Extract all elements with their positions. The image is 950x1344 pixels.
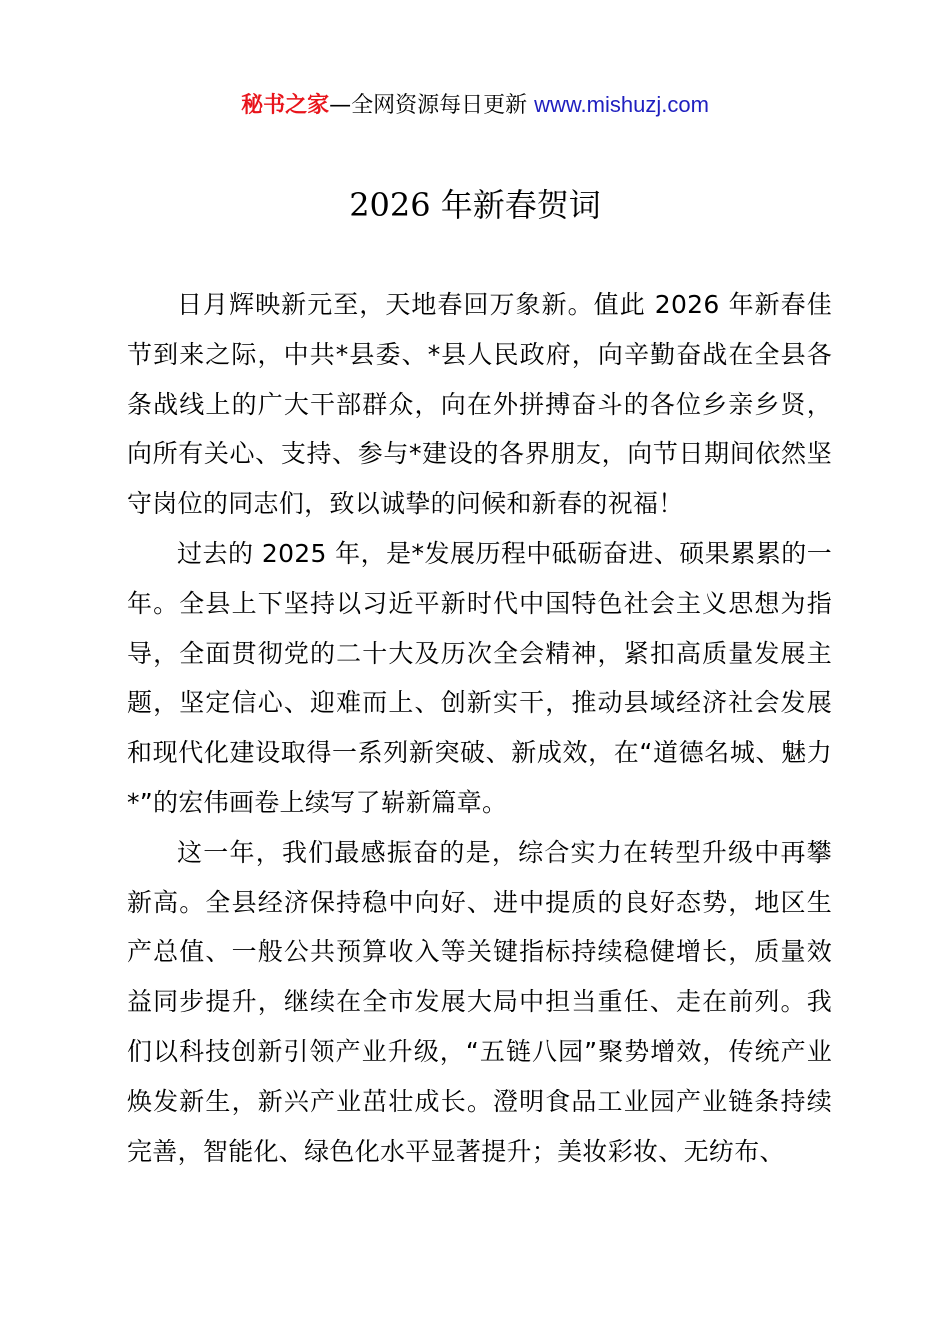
document-body [127,280,832,1176]
site-url-link[interactable]: www.mishuzj.com [534,92,709,117]
site-header [0,88,950,123]
site-brand: 秘书之家 [241,93,330,118]
document-title: 2026 年新春贺词 [349,186,601,224]
paragraph-2: 过去的 2025 年，是*发展历程中砥砺奋进、硕果累累的一年。全县上下坚持以习近平新时代中国特色社会主义思想为指导，全面贯彻党的二十大及历次全会精神，紧扣高质量发展主题，坚定信心、迎难而上、创新实干，推动县域经济社会发展和现代化建设取得一系列新突破、新成效，在“道德名城、魅力*”的宏伟画卷上续写了崭新篇章。 [127,538,832,817]
paragraph-3: 这一年，我们最感振奋的是，综合实力在转型升级中再攀新高。全县经济保持稳中向好、进中提质的良好态势，地区生产总值、一般公共预算收入等关键指标持续稳健增长，质量效益同步提升，继续在全市发展大局中担当重任、走在前列。我们以科技创新引领产业升级，“五链八园”聚势增效，传统产业焕发新生，新兴产业茁壮成长。澄明食品工业园产业链条持续完善，智能化、绿色化水平显著提升；美妆彩妆、无纺布、 [127,837,832,1166]
paragraph-1: 日月辉映新元至，天地春回万象新。值此 2026 年新春佳节到来之际，中共*县委、*县人民政府，向辛勤奋战在全县各条战线上的广大干部群众，向在外拼搏奋斗的各位乡亲乡贤，向所有关心、支持、参与*建设的各界朋友，向节日期间依然坚守岗位的同志们，致以诚挚的问候和新春的祝福！ [127,290,832,519]
site-tagline: —全网资源每日更新 [329,93,535,118]
